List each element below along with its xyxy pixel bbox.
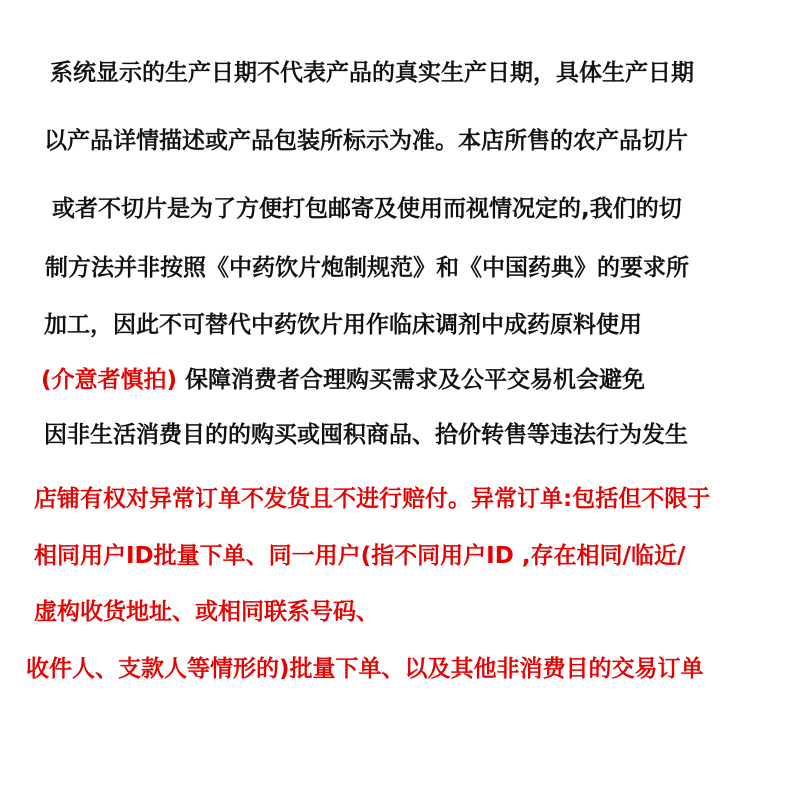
notice-line-1: 系统显示的生产日期不代表产品的真实生产日期，具体生产日期	[50, 60, 694, 86]
notice-line-3: 或者不切片是为了方便打包邮寄及使用而视情况定的,我们的切	[52, 196, 682, 222]
caution-note: (介意者慎拍)	[41, 367, 178, 393]
notice-line-2: 以产品详情描述或产品包装所标示为准。本店所售的农产品切片	[44, 128, 688, 154]
warning-line-4: 收件人、支款人等情形的)批量下单、以及其他非消费目的交易订单	[26, 656, 704, 682]
warning-line-2: 相同用户ID批量下单、同一用户(指不同用户ID ,存在相同/临近/	[34, 543, 686, 569]
notice-line-4: 制方法并非按照《中药饮片炮制规范》和《中国药典》的要求所	[45, 255, 689, 281]
warning-line-1: 店铺有权对异常订单不发货且不进行赔付。异常订单:包括但不限于	[34, 486, 711, 512]
notice-line-6	[41, 365, 645, 395]
notice-line-7: 因非生活消费目的的购买或囤积商品、拾价转售等违法行为发生	[44, 422, 688, 448]
warning-line-3: 虚构收货地址、或相同联系号码、	[34, 599, 379, 625]
notice-line-5: 加工，因此不可替代中药饮片用作临床调剂中成药原料使用	[44, 312, 642, 338]
notice-line-6-text: 保障消费者合理购买需求及公平交易机会避免	[177, 367, 646, 393]
